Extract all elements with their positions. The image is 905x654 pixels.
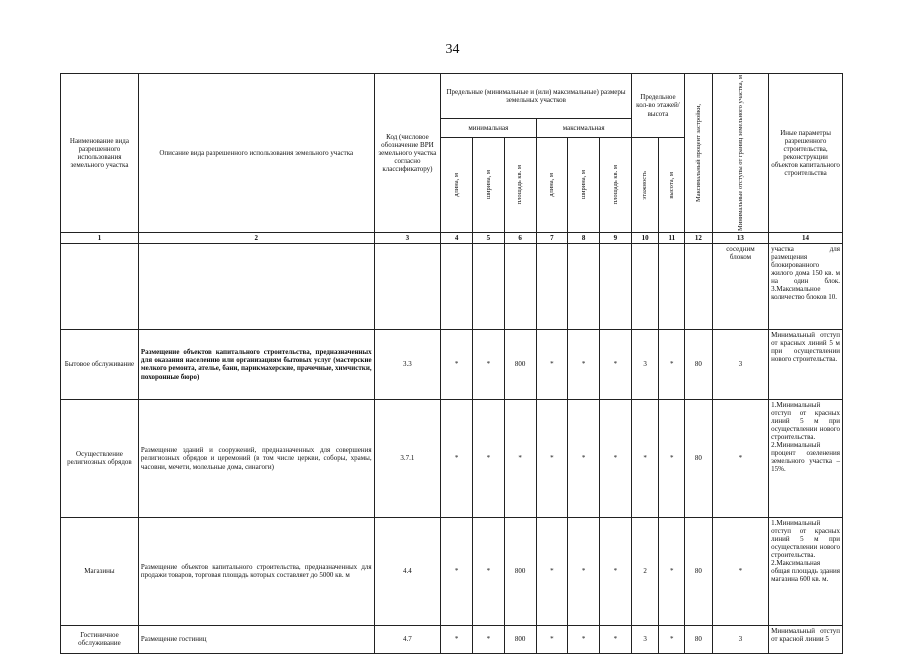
cell-floors: 3 bbox=[631, 625, 659, 653]
cell-min-area: * bbox=[504, 399, 536, 517]
table-row bbox=[61, 329, 843, 399]
cell-min-length bbox=[441, 243, 473, 329]
header-max-coverage: Максимальный процент застройки, bbox=[685, 74, 713, 233]
cell-other-params: Минимальный отступ от красных линий 5 м при осуществлении нового строительства. bbox=[769, 329, 843, 399]
cell-min-length: * bbox=[441, 399, 473, 517]
cell-max-coverage: 80 bbox=[685, 329, 713, 399]
cell-min-setbacks: * bbox=[712, 399, 768, 517]
cell-min-width: * bbox=[472, 517, 504, 625]
cell-min-length: * bbox=[441, 517, 473, 625]
cell-max-area: * bbox=[600, 517, 632, 625]
cell-max-area: * bbox=[600, 329, 632, 399]
cell-code bbox=[374, 243, 441, 329]
cell-other-params: 1.Минимальный отступ от красных линий 5 м при осуществлении нового строительства. 2.Максимальная общая площадь здания магазина 600 кв. м. bbox=[769, 517, 843, 625]
cell-description bbox=[138, 243, 374, 329]
header-height: высота, м bbox=[659, 137, 685, 232]
cell-max-length: * bbox=[536, 625, 568, 653]
col-number: 7 bbox=[536, 232, 568, 243]
cell-min-setbacks: соседним блоком bbox=[712, 243, 768, 329]
table-row bbox=[61, 625, 843, 653]
cell-height: * bbox=[659, 517, 685, 625]
cell-max-coverage: 80 bbox=[685, 399, 713, 517]
header-maximum: максимальная bbox=[536, 118, 631, 137]
table-row bbox=[61, 399, 843, 517]
cell-max-length bbox=[536, 243, 568, 329]
cell-min-area bbox=[504, 243, 536, 329]
cell-other-params: участка для размещения блокированного жилого дома 150 кв. м на один блок. 3.Максимальное количество блоков 10. bbox=[769, 243, 843, 329]
cell-max-width: * bbox=[568, 625, 600, 653]
cell-max-length: * bbox=[536, 517, 568, 625]
cell-description: Размещение гостиниц bbox=[138, 625, 374, 653]
cell-description: Размещение объектов капитального строительства, предназначенных для оказания населению или организациям бытовых услуг (мастерские мелкого ремонта, ателье, бани, парикмахерские, прачечные, химчистки, похоронные бюро) bbox=[138, 329, 374, 399]
header-code: Код (числовое обозначение ВРИ земельного участка согласно классификатору) bbox=[374, 74, 441, 233]
col-number: 11 bbox=[659, 232, 685, 243]
cell-height bbox=[659, 243, 685, 329]
header-min-width: ширина, м bbox=[472, 137, 504, 232]
table-row bbox=[61, 243, 843, 329]
col-number: 4 bbox=[441, 232, 473, 243]
header-max-area: площадь кв. м bbox=[600, 137, 632, 232]
col-number: 6 bbox=[504, 232, 536, 243]
cell-vri-name: Бытовое обслуживание bbox=[61, 329, 139, 399]
page-number: 34 bbox=[445, 42, 460, 57]
cell-min-width: * bbox=[472, 329, 504, 399]
cell-min-width: * bbox=[472, 399, 504, 517]
col-number: 5 bbox=[472, 232, 504, 243]
cell-min-setbacks: 3 bbox=[712, 329, 768, 399]
header-min-length: длина, м bbox=[441, 137, 473, 232]
cell-code: 4.4 bbox=[374, 517, 441, 625]
cell-code: 3.3 bbox=[374, 329, 441, 399]
cell-floors: 2 bbox=[631, 517, 659, 625]
header-other-params: Иные параметры разрешенного строительства, реконструкции объектов капитального строительства bbox=[769, 74, 843, 233]
header-max-length: длина, м bbox=[536, 137, 568, 232]
cell-max-area: * bbox=[600, 399, 632, 517]
cell-vri-name: Гостиничное обслуживание bbox=[61, 625, 139, 653]
cell-min-area: 800 bbox=[504, 517, 536, 625]
cell-floors: * bbox=[631, 399, 659, 517]
cell-min-width: * bbox=[472, 625, 504, 653]
col-number: 10 bbox=[631, 232, 659, 243]
header-minimum: минимальная bbox=[441, 118, 536, 137]
cell-max-width bbox=[568, 243, 600, 329]
cell-code: 4.7 bbox=[374, 625, 441, 653]
zoning-parameters-table bbox=[60, 73, 843, 654]
cell-min-area: 800 bbox=[504, 329, 536, 399]
col-number: 2 bbox=[138, 232, 374, 243]
col-number: 13 bbox=[712, 232, 768, 243]
cell-vri-name: Осуществление религиозных обрядов bbox=[61, 399, 139, 517]
cell-max-area bbox=[600, 243, 632, 329]
cell-min-length: * bbox=[441, 329, 473, 399]
table-row bbox=[61, 517, 843, 625]
header-plot-sizes: Предельные (минимальные и (или) максимальные) размеры земельных участков bbox=[441, 74, 632, 119]
cell-vri-name: Магазины bbox=[61, 517, 139, 625]
col-number: 12 bbox=[685, 232, 713, 243]
header-max-width: ширина, м bbox=[568, 137, 600, 232]
cell-max-length: * bbox=[536, 399, 568, 517]
header-description: Описание вида разрешенного использования земельного участка bbox=[138, 74, 374, 233]
header-min-setbacks: Минимальные отступы от границ земельного участка, м bbox=[712, 74, 768, 233]
cell-description: Размещение зданий и сооружений, предназначенных для совершения религиозных обрядов и церемоний (в том числе церкви, соборы, храмы, часовни, мечети, молельные дома, синагоги) bbox=[138, 399, 374, 517]
cell-code: 3.7.1 bbox=[374, 399, 441, 517]
cell-max-coverage: 80 bbox=[685, 625, 713, 653]
cell-description: Размещение объектов капитального строительства, предназначенных для продажи товаров, торговая площадь которых составляет до 5000 кв. м bbox=[138, 517, 374, 625]
cell-height: * bbox=[659, 329, 685, 399]
cell-height: * bbox=[659, 399, 685, 517]
header-vri-name: Наименование вида разрешенного использования земельного участка bbox=[61, 74, 139, 233]
cell-max-width: * bbox=[568, 399, 600, 517]
col-number: 9 bbox=[600, 232, 632, 243]
cell-min-setbacks: * bbox=[712, 517, 768, 625]
cell-min-area: 800 bbox=[504, 625, 536, 653]
col-number: 3 bbox=[374, 232, 441, 243]
cell-max-coverage: 80 bbox=[685, 517, 713, 625]
cell-max-length: * bbox=[536, 329, 568, 399]
cell-other-params: 1.Минимальный отступ от красных линий 5 м при осуществлении нового строительства. 2.Минимальный процент озеленения земельного участка – 15%. bbox=[769, 399, 843, 517]
cell-max-area: * bbox=[600, 625, 632, 653]
cell-min-width bbox=[472, 243, 504, 329]
cell-floors bbox=[631, 243, 659, 329]
col-number: 14 bbox=[769, 232, 843, 243]
cell-min-length: * bbox=[441, 625, 473, 653]
header-min-area: площадь кв. м bbox=[504, 137, 536, 232]
cell-min-setbacks: 3 bbox=[712, 625, 768, 653]
cell-max-width: * bbox=[568, 329, 600, 399]
cell-height: * bbox=[659, 625, 685, 653]
header-floors-group: Предельное кол-во этажей/ высота bbox=[631, 74, 684, 138]
col-number: 1 bbox=[61, 232, 139, 243]
header-floor-count: этажность bbox=[631, 137, 659, 232]
cell-vri-name bbox=[61, 243, 139, 329]
cell-max-coverage bbox=[685, 243, 713, 329]
col-number: 8 bbox=[568, 232, 600, 243]
cell-max-width: * bbox=[568, 517, 600, 625]
cell-floors: 3 bbox=[631, 329, 659, 399]
cell-other-params: Минимальный отступ от красной линии 5 bbox=[769, 625, 843, 653]
